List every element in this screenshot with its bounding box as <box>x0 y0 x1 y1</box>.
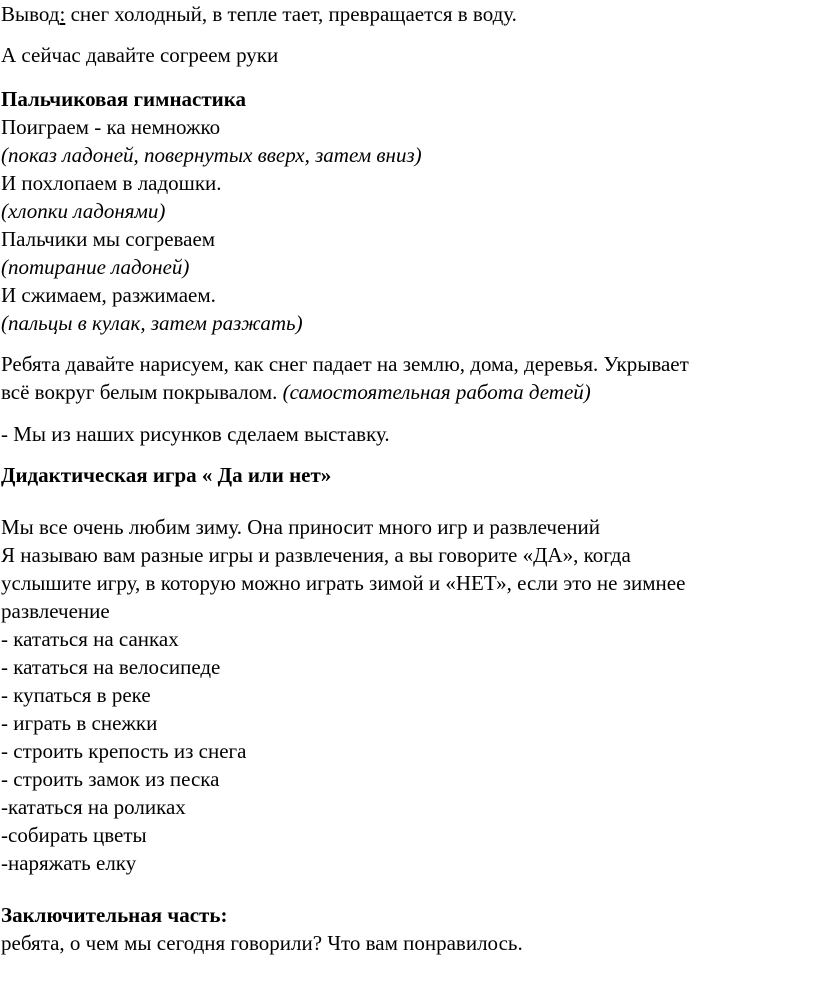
finger-gym-note: (показ ладоней, повернутых вверх, затем вниз) <box>1 143 422 167</box>
didactic-game-title: Дидактическая игра « Да или нет» <box>1 463 332 487</box>
game-item: -собирать цветы <box>1 823 147 847</box>
conclusion-label: Вывод <box>1 2 60 26</box>
conclusion-text: снег холодный, в тепле тает, превращается в воду. <box>65 2 517 26</box>
drawing-text: всё вокруг белым покрывалом. <box>1 380 283 404</box>
finger-gym-line: Поиграем - ка немножко <box>1 115 221 139</box>
game-item: -наряжать елку <box>1 851 137 875</box>
conclusion-line <box>1 0 517 28</box>
drawing-note: (самостоятельная работа детей) <box>282 380 591 404</box>
warm-hands-line: А сейчас давайте согреем руки <box>1 43 279 67</box>
finger-gym-line: И похлопаем в ладошки. <box>1 171 222 195</box>
final-part-title: Заключительная часть: <box>1 903 228 927</box>
conclusion-colon: : <box>59 2 66 26</box>
finger-gym-line: И сжимаем, разжимаем. <box>1 283 216 307</box>
game-intro-line: услышите игру, в которую можно играть зимой и «НЕТ», если это не зимнее <box>1 571 686 595</box>
game-item: -кататься на роликах <box>1 795 186 819</box>
finger-gym-note: (потирание ладоней) <box>1 255 190 279</box>
finger-gym-note: (хлопки ладонями) <box>1 199 166 223</box>
finger-gym-note: (пальцы в кулак, затем разжать) <box>1 311 303 335</box>
game-intro-line: Мы все очень любим зиму. Она приносит много игр и развлечений <box>1 515 601 539</box>
game-intro-line: развлечение <box>1 599 110 623</box>
finger-gym-title: Пальчиковая гимнастика <box>1 87 247 111</box>
game-item: - строить крепость из снега <box>1 739 247 763</box>
exhibition-line: - Мы из наших рисунков сделаем выставку. <box>1 422 390 446</box>
finger-gym-line: Пальчики мы согреваем <box>1 227 216 251</box>
drawing-line-1: Ребята давайте нарисуем, как снег падает на землю, дома, деревья. Укрывает <box>1 352 689 376</box>
drawing-line-2 <box>1 378 591 406</box>
game-item: - кататься на велосипеде <box>1 655 221 679</box>
game-item: - купаться в реке <box>1 683 151 707</box>
game-item: - строить замок из песка <box>1 767 220 791</box>
final-part-text: ребята, о чем мы сегодня говорили? Что вам понравилось. <box>1 931 523 955</box>
game-item: - кататься на санках <box>1 627 179 651</box>
game-item: - играть в снежки <box>1 711 158 735</box>
game-intro-line: Я называю вам разные игры и развлечения, а вы говорите «ДА», когда <box>1 543 631 567</box>
